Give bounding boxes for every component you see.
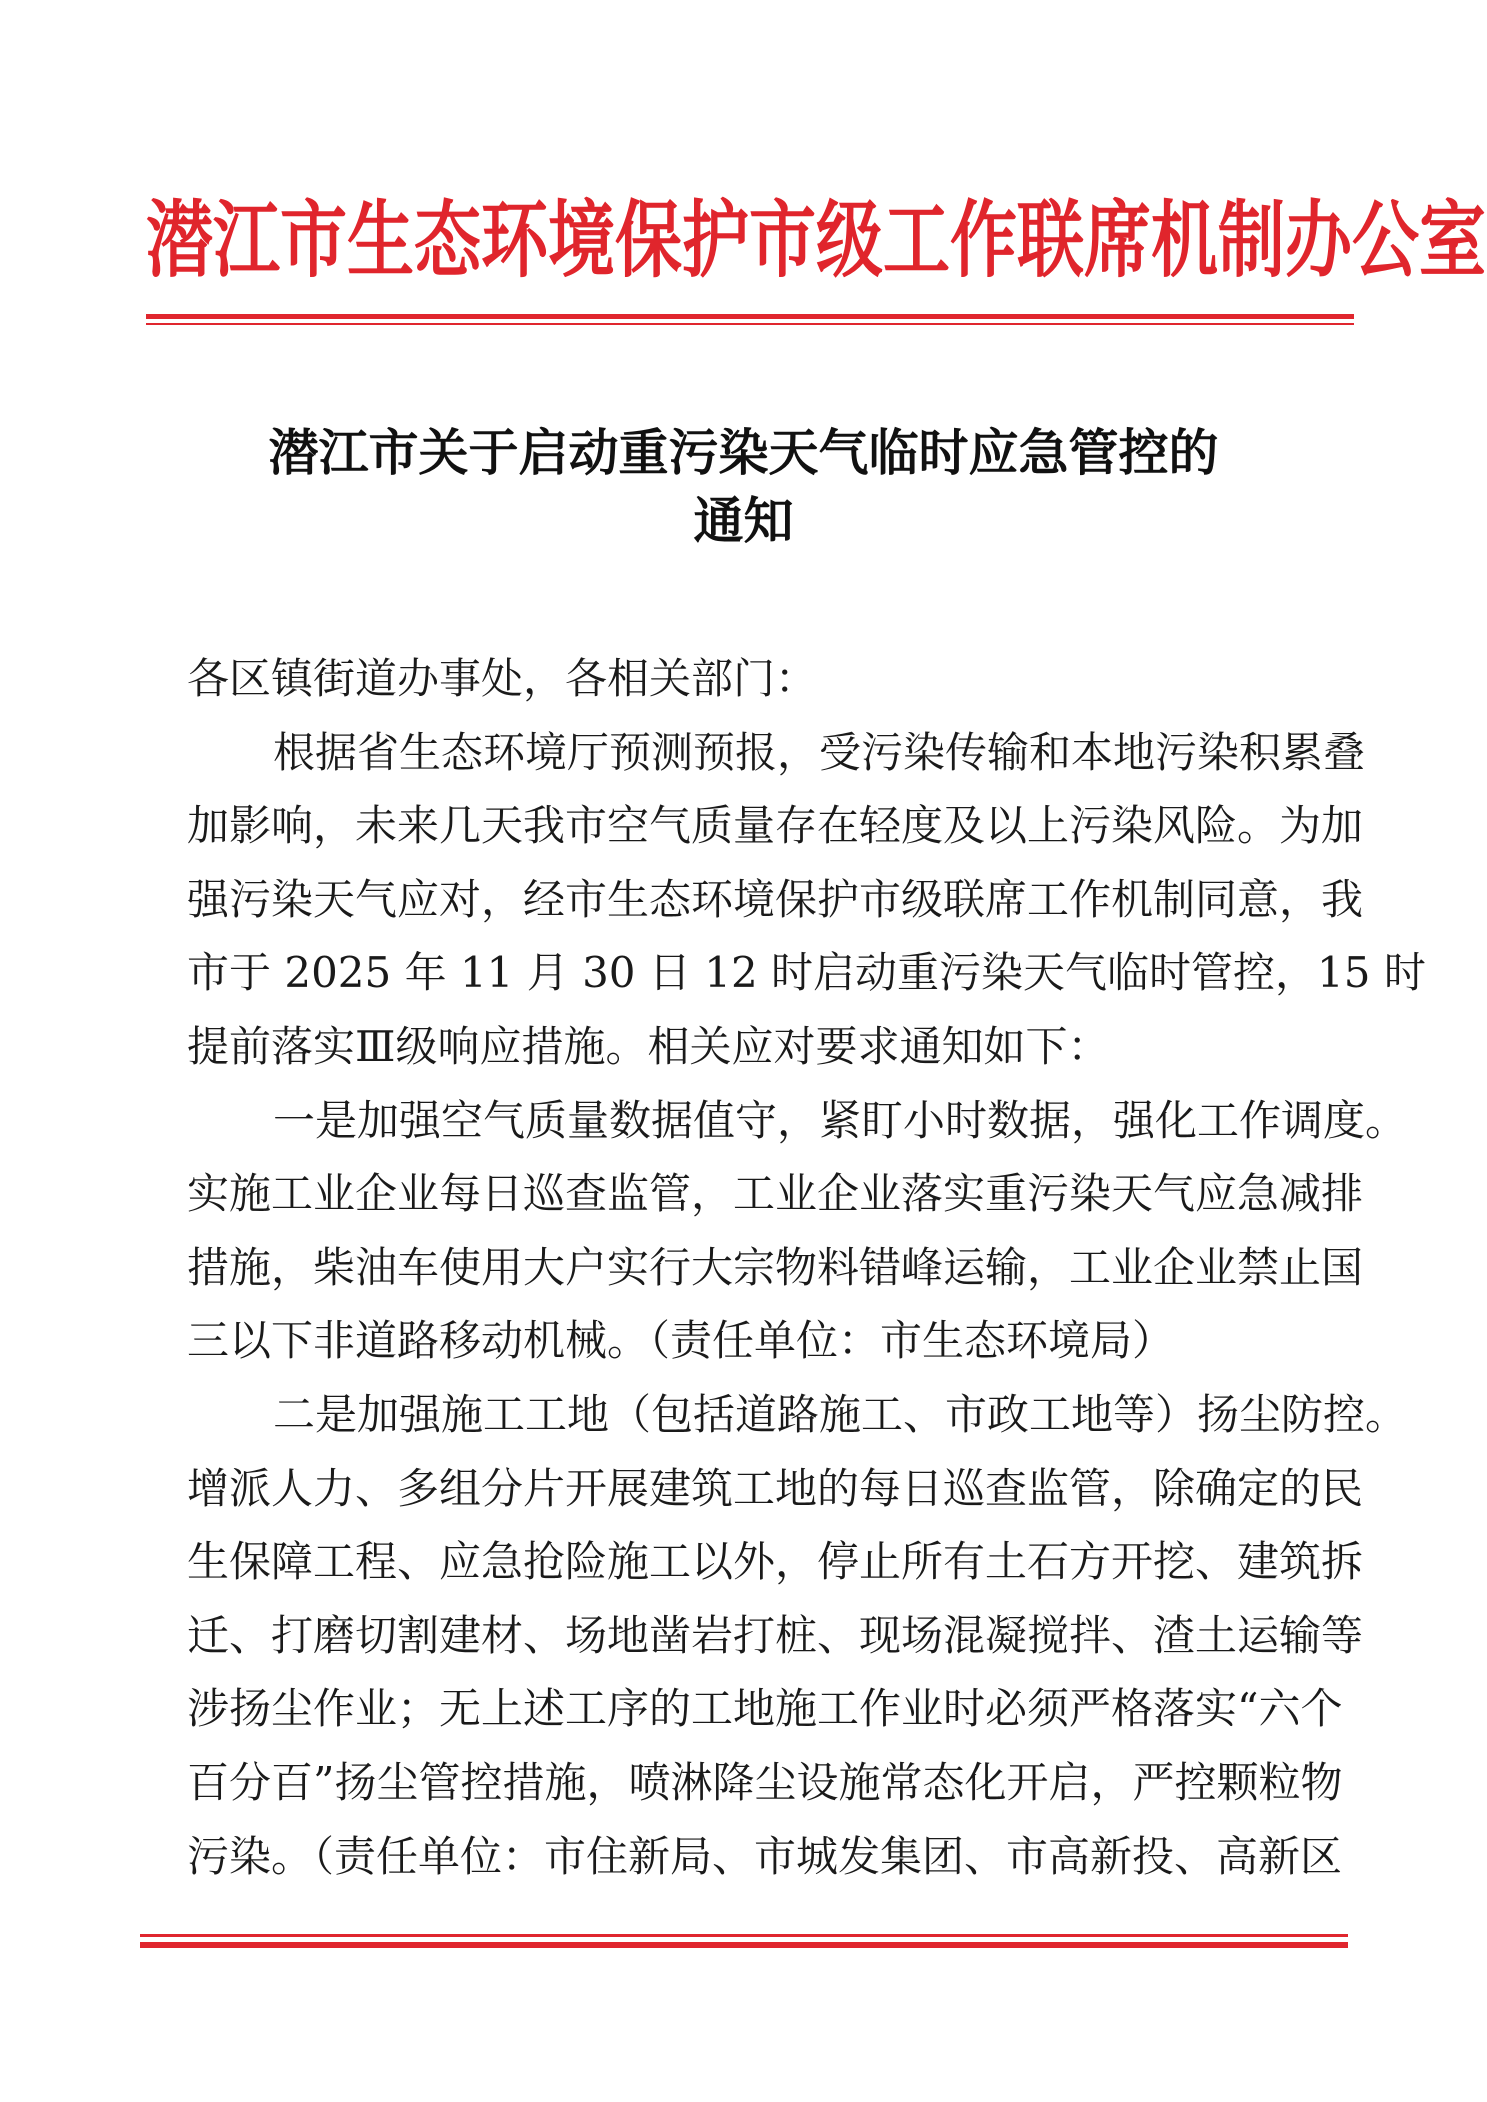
text-line: 提前落实Ⅲ级响应措施。相关应对要求通知如下：: [187, 1021, 1110, 1071]
paragraph-3: [187, 1378, 1408, 1893]
text-line: 实施工业企业每日巡查监管，工业企业落实重污染天气应急减排: [187, 1169, 1364, 1219]
header-divider-thin: [146, 323, 1354, 325]
document-body: [187, 642, 1426, 1893]
text-line: 二是加强施工工地（包括道路施工、市政工地等）扬尘防控。: [273, 1389, 1408, 1439]
footer-divider-thin: [140, 1934, 1348, 1937]
document-title-line-2: 通知: [693, 491, 794, 550]
issuing-organization-header: 潜江市生态环境保护市级工作联席机制办公室: [146, 190, 1486, 289]
text-line: 强污染天气应对，经市生态环境保护市级联席工作机制同意，我: [187, 874, 1364, 924]
text-line: 污染。（责任单位：市住新局、市城发集团、市高新投、高新区: [187, 1831, 1343, 1881]
document-title-line-1: 潜江市关于启动重污染天气临时应急管控的: [268, 423, 1219, 482]
text-line: 加影响，未来几天我市空气质量存在轻度及以上污染风险。为加: [187, 801, 1364, 851]
header-divider-thick: [146, 314, 1354, 319]
text-line: 一是加强空气质量数据值守，紧盯小时数据，强化工作调度。: [273, 1095, 1408, 1145]
paragraph-1: [187, 716, 1426, 1084]
text-line: 涉扬尘作业；无上述工序的工地施工作业时必须严格落实“六个: [187, 1684, 1343, 1734]
text-line: 迁、打磨切割建材、场地凿岩打桩、现场混凝搅拌、渣土运输等: [187, 1610, 1364, 1660]
text-line: 措施，柴油车使用大户实行大宗物料错峰运输，工业企业禁止国: [187, 1242, 1364, 1292]
salutation: 各区镇街道办事处，各相关部门：: [187, 654, 818, 703]
text-line: 增派人力、多组分片开展建筑工地的每日巡查监管，除确定的民: [187, 1463, 1364, 1513]
text-line: 根据省生态环境厅预测预报，受污染传输和本地污染积累叠: [273, 727, 1366, 777]
paragraph-2: [187, 1084, 1408, 1378]
text-line: 百分百”扬尘管控措施，喷淋降尘设施常态化开启，严控颗粒物: [187, 1757, 1343, 1807]
text-line: 市于 2025 年 11 月 30 日 12 时启动重污染天气临时管控，15 时: [187, 948, 1426, 998]
footer-divider-thick: [140, 1942, 1348, 1948]
text-line: 生保障工程、应急抢险施工以外，停止所有土石方开挖、建筑拆: [187, 1537, 1364, 1587]
text-line: 三以下非道路移动机械。（责任单位：市生态环境局）: [187, 1316, 1175, 1366]
